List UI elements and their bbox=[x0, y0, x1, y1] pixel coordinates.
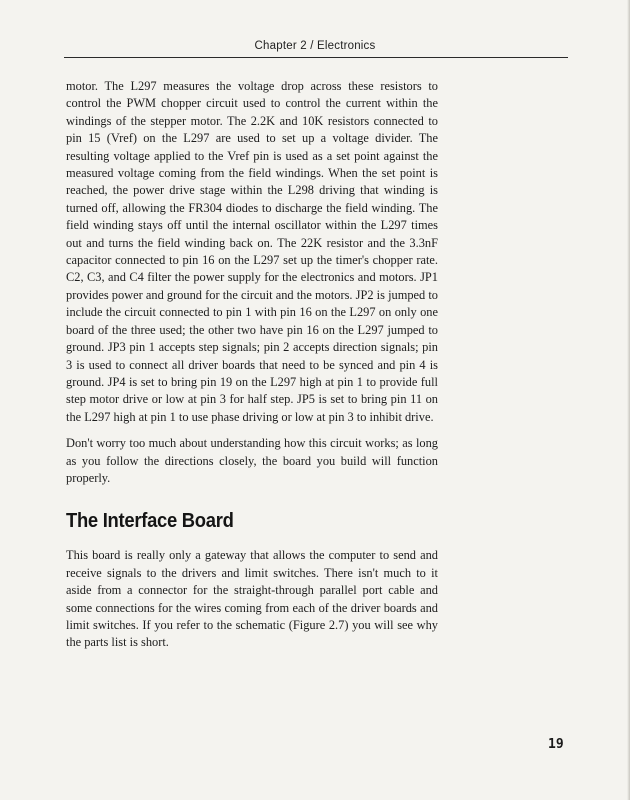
running-head: Chapter 2 / Electronics bbox=[254, 40, 376, 52]
body-paragraph-1: motor. The L297 measures the voltage drop across these resistors to control the PWM chopper circuit used to control the current within the windings of the stepper motor. The 2.2K and 10K resistors connected to pin 15 (Vref) on the L297 are used to set up a voltage divider. The resulting voltage applied to the Vref pin is used as a set point against the measured voltage coming from the field windings. When the set point is reached, the power drive stage within the L298 driving that winding is turned off, allowing the FR304 diodes to discharge the field winding. The field winding stays off until the internal oscillator within the L297 times out and turns the field winding back on. The 22K resistor and the 3.3nF capacitor connected to pin 16 on the L297 set up the timer's chopper rate. C2, C3, and C4 filter the power supply for the electronics and motors. JP1 provides power and ground for the circuit and the motors. JP2 is jumped to include the circuit connected to pin 1 with pin 16 on the L297 on only one board of the three used; the other two have pin 16 on the L297 jumped to ground. JP3 pin 1 accepts step signals; pin 2 accepts direction signals; pin 3 is used to connect all driver boards that need to be synced and pin 4 is ground. JP4 is set to bring pin 19 on the L297 high at pin 1 to provide full step motor drive or low at pin 3 for half step. JP5 is set to bring pin 11 on the L297 high at pin 1 to use phase driving or low at pin 3 to inhibit drive. bbox=[66, 79, 438, 424]
section-heading: The Interface Board bbox=[66, 510, 234, 533]
page-body bbox=[66, 78, 438, 661]
page-number: 19 bbox=[548, 737, 564, 752]
header-rule bbox=[64, 57, 568, 58]
body-paragraph-3: This board is really only a gateway that allows the computer to send and receive signals to the drivers and limit switches. There isn't much to it aside from a connector for the straight-through parallel port cable and some connections for the wires coming from each of the driver boards and limit switches. If you refer to the schematic (Figure 2.7) you will see why the parts list is short. bbox=[66, 548, 438, 650]
body-paragraph-2: Don't worry too much about understanding how this circuit works; as long as you follow the directions closely, the board you build will function properly. bbox=[66, 436, 438, 485]
